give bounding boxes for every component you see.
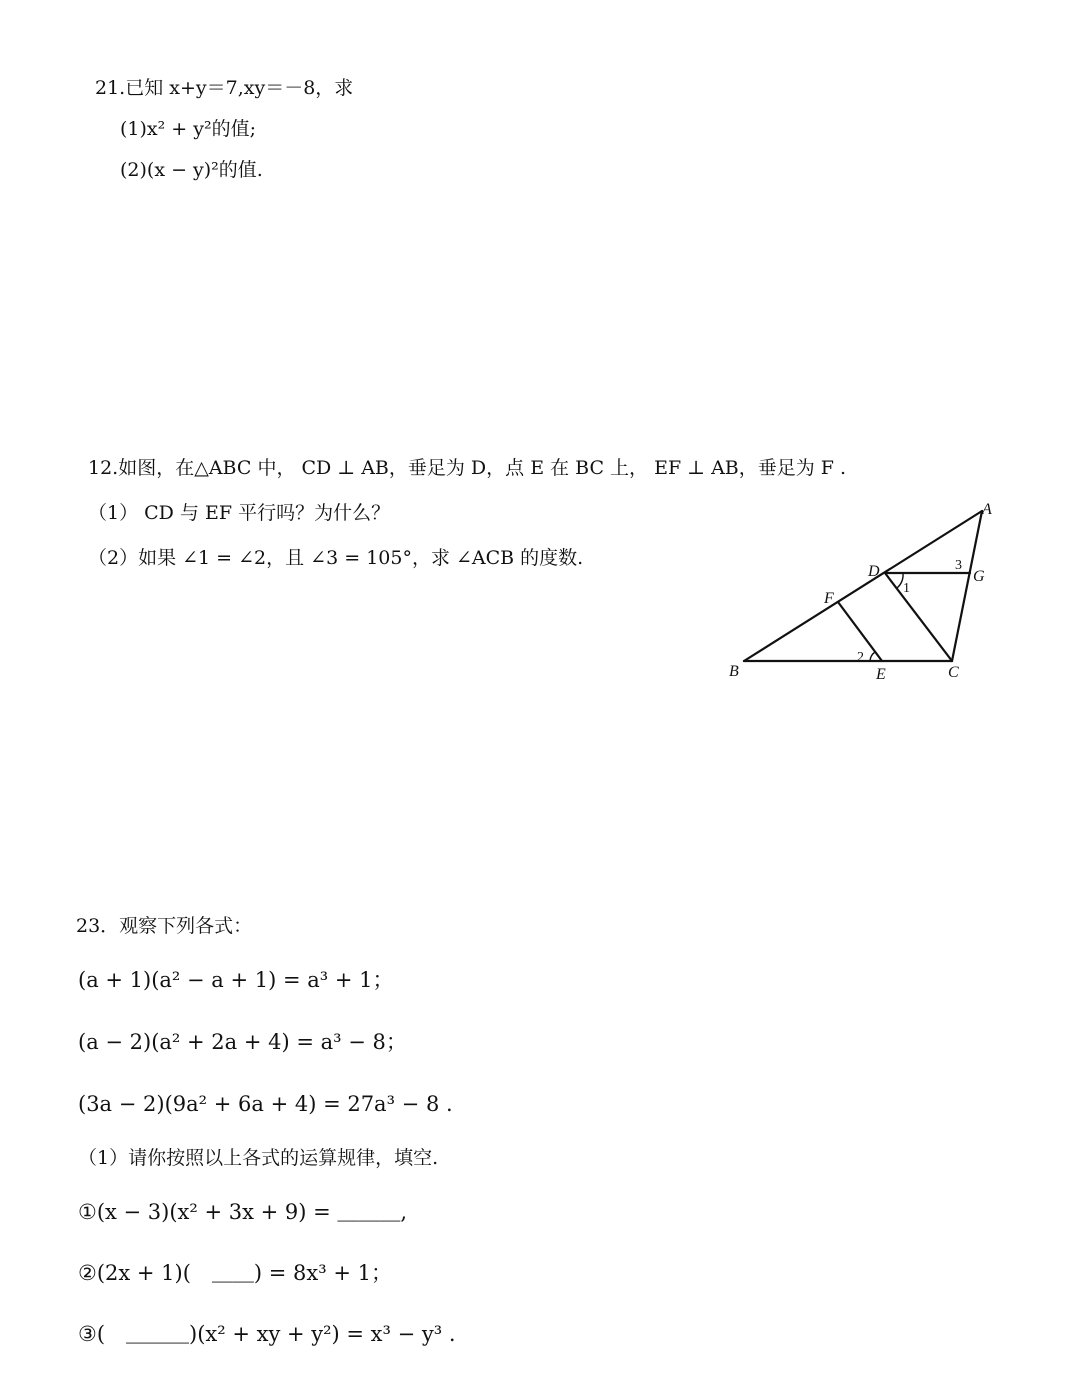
triangle-figure (720, 495, 1010, 685)
q23-part1: （1）请你按照以上各式的运算规律，填空. (78, 1147, 439, 1169)
label-angle1: 1 (903, 581, 910, 596)
q23-stem: 23．观察下列各式： (76, 915, 253, 937)
q21-part1: (1)x² + y²的值; (120, 118, 256, 140)
label-e: E (876, 666, 886, 683)
label-d: D (868, 563, 880, 580)
q23-fill2: ②(2x + 1)( ＿＿) = 8x³ + 1； (78, 1261, 392, 1285)
q23-eq3: (3a − 2)(9a² + 6a + 4) = 27a³ − 8 . (78, 1092, 453, 1116)
segment-cd (885, 573, 952, 661)
side-ac (952, 511, 982, 661)
q23-fill1: ①(x − 3)(x² + 3x + 9) = ＿＿＿, (78, 1200, 408, 1224)
label-g: G (973, 568, 985, 585)
q22-part2: （2）如果 ∠1 = ∠2，且 ∠3 = 105°，求 ∠ACB 的度数. (88, 547, 584, 569)
label-a: A (982, 501, 992, 518)
q23-fill3: ③( ＿＿＿)(x² + xy + y²) = x³ − y³ . (78, 1322, 456, 1346)
side-ab (744, 511, 982, 661)
q23-eq2: (a − 2)(a² + 2a + 4) = a³ − 8； (78, 1030, 407, 1054)
label-f: F (824, 590, 834, 607)
q22-stem: 12.如图，在△ABC 中， CD ⊥ AB，垂足为 D，点 E 在 BC 上， EF ⊥ AB，垂足为 F . (88, 457, 847, 479)
angle2-arc (870, 652, 875, 661)
q21-stem: 21.已知 x+y＝7,xy＝－8，求 (95, 77, 354, 99)
q21-part2: (2)(x − y)²的值. (120, 159, 263, 181)
label-angle2: 2 (857, 650, 864, 665)
label-angle3: 3 (955, 558, 962, 573)
q22-part1: （1） CD 与 EF 平行吗？为什么？ (88, 502, 391, 524)
label-b: B (729, 663, 739, 680)
q23-eq1: (a + 1)(a² − a + 1) = a³ + 1； (78, 968, 394, 992)
label-c: C (948, 664, 959, 681)
